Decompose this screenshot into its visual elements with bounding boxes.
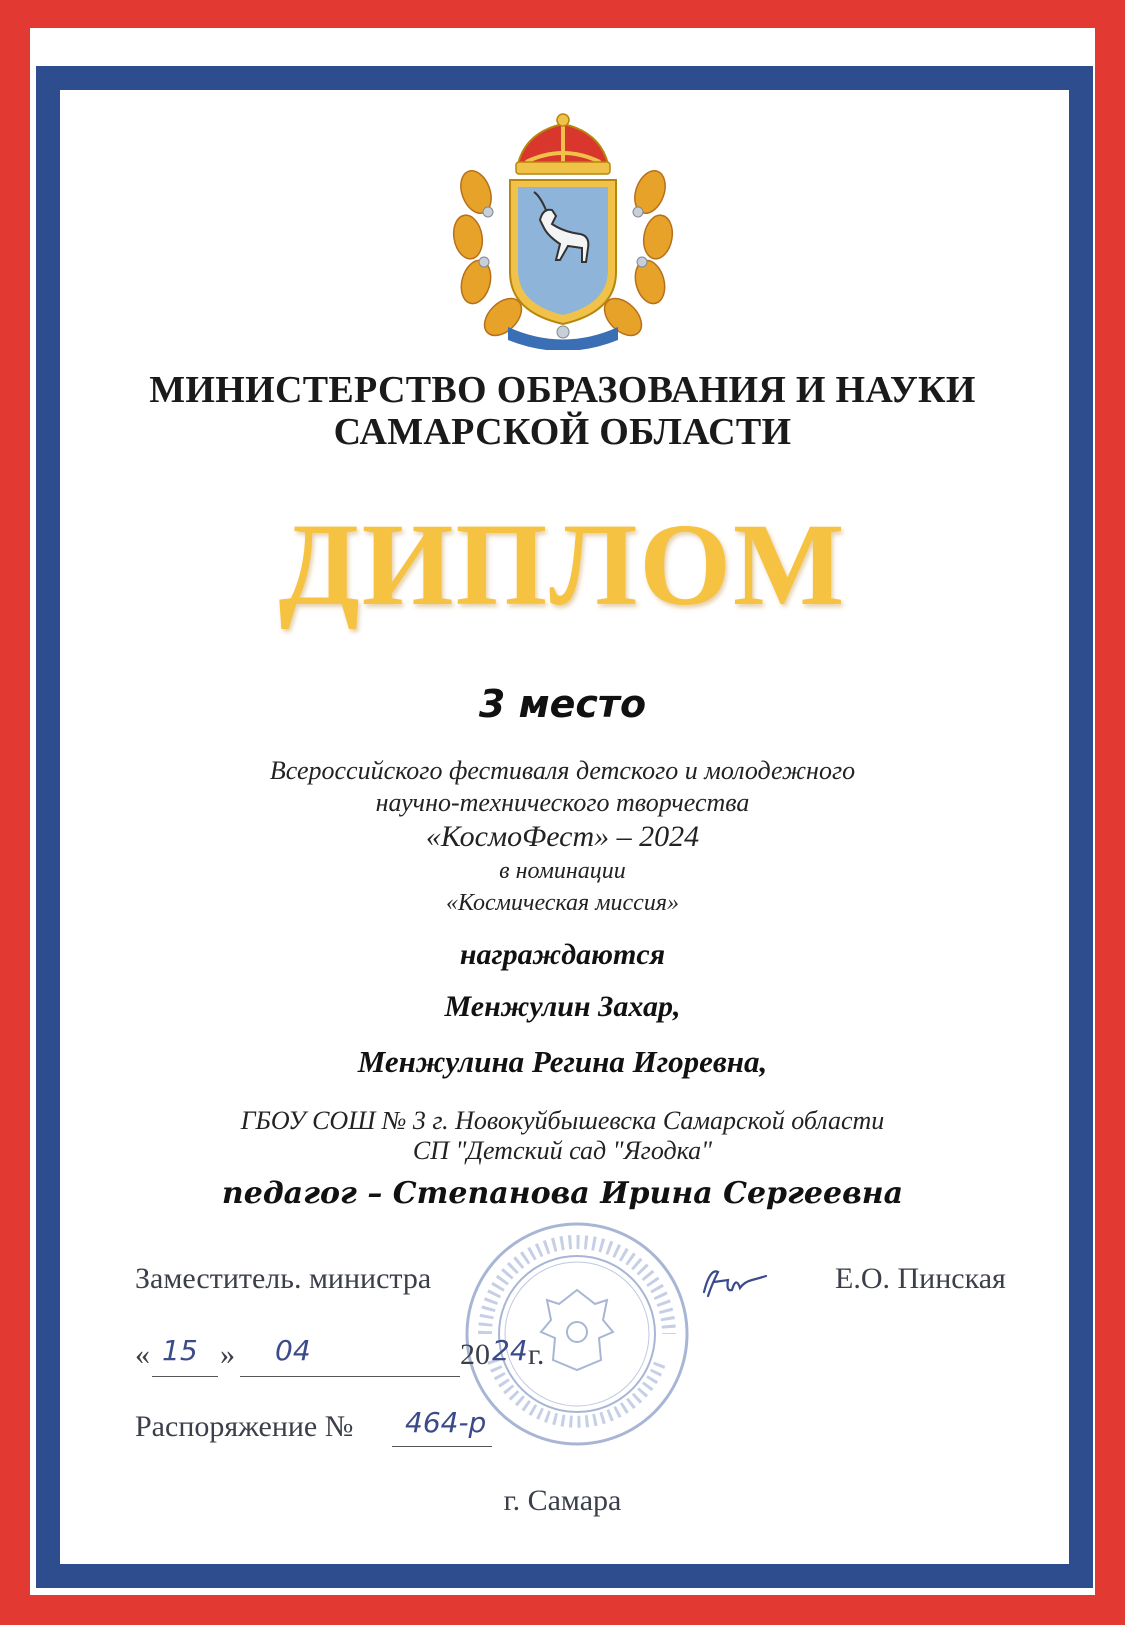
- city: г. Самара: [503, 1484, 622, 1517]
- event-line-5: «Космическая миссия»: [446, 890, 679, 916]
- signatory-name: Е.О. Пинская: [835, 1262, 1006, 1295]
- organization-line-2: СП "Детский сад "Ягодка": [412, 1136, 713, 1165]
- awarded-label: награждаются: [459, 938, 666, 971]
- recipient-2: Менжулина Регина Игоревна,: [357, 1044, 768, 1079]
- order-number: 464-р: [405, 1406, 487, 1439]
- date-close-quote: »: [220, 1338, 235, 1371]
- event-line-1: Всероссийского фестиваля детского и молодежного: [269, 756, 856, 785]
- date-day: 15: [162, 1334, 198, 1367]
- teacher: педагог – Степанова Ирина Сергеевна: [221, 1176, 904, 1211]
- issuer-line-1: МИНИСТЕРСТВО ОБРАЗОВАНИЯ И НАУКИ: [149, 369, 976, 411]
- date-open-quote: «: [135, 1338, 150, 1371]
- date-year-suffix: 24: [492, 1334, 528, 1367]
- organization-line-1: ГБОУ СОШ № 3 г. Новокуйбышевска Самарской области: [240, 1106, 885, 1135]
- coat-of-arms-icon: [448, 112, 678, 350]
- event-line-3: «КосмоФест» – 2024: [425, 820, 700, 853]
- issuer-line-2: САМАРСКОЙ ОБЛАСТИ: [333, 411, 792, 453]
- signatory-position: Заместитель. министра: [135, 1262, 432, 1295]
- handwritten-signature-icon: [700, 1262, 770, 1302]
- date-year-prefix: 20: [460, 1338, 490, 1371]
- date-month-underline: [240, 1376, 460, 1377]
- date-year-tail: г.: [528, 1338, 545, 1371]
- document-title: ДИПЛОМ: [278, 499, 847, 630]
- order-underline: [392, 1446, 492, 1447]
- date-month: 04: [275, 1334, 311, 1367]
- recipient-1: Менжулин Захар,: [444, 990, 681, 1023]
- place-award: 3 место: [478, 682, 647, 726]
- event-line-2: научно-технического творчества: [375, 788, 750, 817]
- date-day-underline: [152, 1376, 218, 1377]
- event-line-4: в номинации: [499, 858, 626, 884]
- order-label: Распоряжение №: [135, 1410, 354, 1443]
